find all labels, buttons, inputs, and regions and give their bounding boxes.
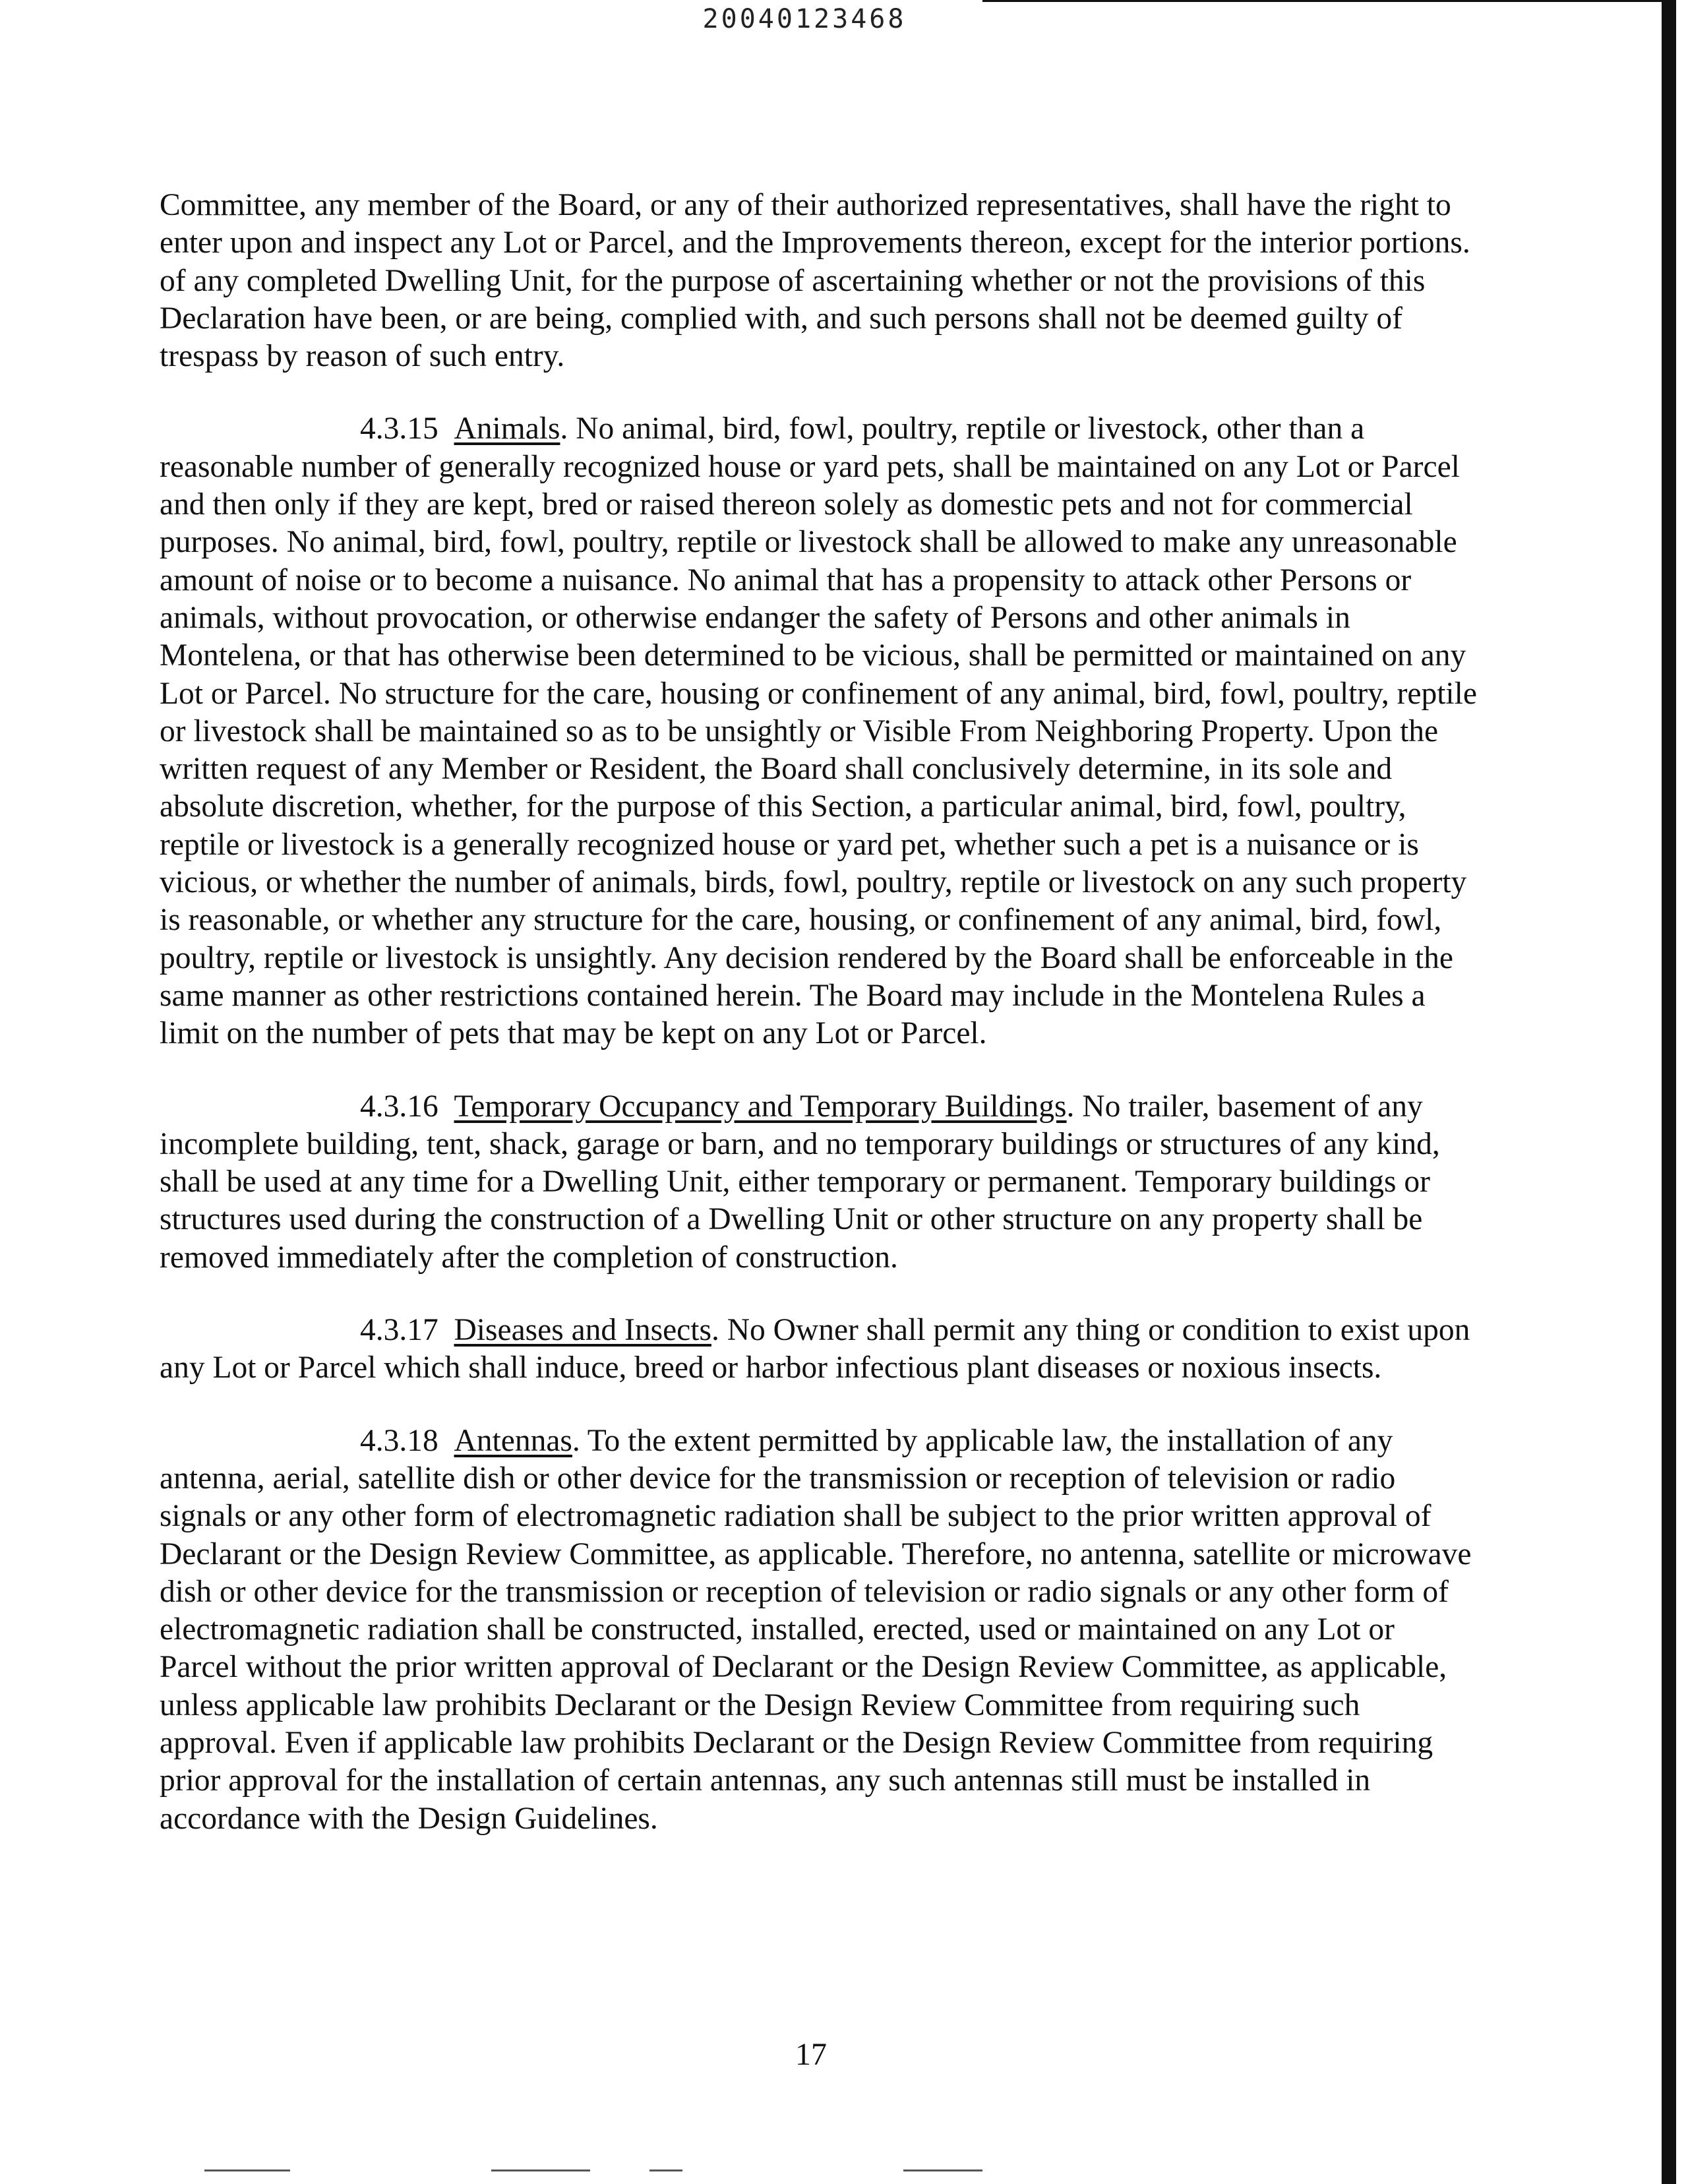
section-number: 4.3.17 <box>360 1313 438 1348</box>
section-body: . No trailer, basement of any incomplete building, tent, shack, garage or barn, and no temporary buildings or structures of any kind, shall be used at any time for a Dwelling Unit, either temporary or permanent. Temporary buildings or structures used during the construction of a Dwelling Unit or other structure on any property shall be removed immediately after the completion of construction. <box>160 1089 1440 1275</box>
intro-paragraph: Committee, any member of the Board, or any of their authorized representatives, shall have the right to enter upon and inspect any Lot or Parcel, and the Improvements thereon, except for the interior portions. of any completed Dwelling Unit, for the purpose of ascertaining whether or not the provisions of this Declaration have been, or are being, complied with, and such persons shall not be deemed guilty of trespass by reason of such entry. <box>160 188 1470 374</box>
top-scan-rule <box>982 0 1662 2</box>
scan-artifact <box>903 2169 982 2171</box>
scan-artifact <box>491 2169 590 2171</box>
section-number: 4.3.16 <box>360 1089 438 1124</box>
page-number: 17 <box>795 2037 827 2072</box>
section-4-3-16 <box>160 1088 1478 1277</box>
section-body: . No animal, bird, fowl, poultry, reptile or livestock, other than a reasonable number of generally recognized house or yard pets, shall be maintained on any Lot or Parcel and then only if they are kept, bred or raised thereon solely as domestic pets and not for commercial purposes. No animal, bird, fowl, poultry, reptile or livestock shall be allowed to make any unreasonable amount of noise or to become a nuisance. No animal that has a propensity to attack other Persons or animals, without provocation, or otherwise endanger the safety of Persons and other animals in Montelena, or that has otherwise been determined to be vicious, shall be permitted or maintained on any Lot or Parcel. No structure for the care, housing or confinement of any animal, bird, fowl, poultry, reptile or livestock shall be maintained so as to be unsightly or Visible From Neighboring Property. Upon the written request of any Member or Resident, the Board shall conclusively determine, in its sole and absolute discretion, whether, for the purpose of this Section, a particular animal, bird, fowl, poultry, reptile or livestock is a generally recognized house or yard pet, whether such a pet is a nuisance or is vicious, or whether the number of animals, birds, fowl, poultry, reptile or livestock on any such property is reasonable, or whether any structure for the care, housing, or confinement of any animal, bird, fowl, poultry, reptile or livestock is unsightly. Any decision rendered by the Board shall be enforceable in the same manner as other restrictions contained herein. The Board may include in the Montelena Rules a limit on the number of pets that may be kept on any Lot or Parcel. <box>160 411 1477 1051</box>
scan-edge-bar <box>1662 0 1676 2184</box>
section-body: . To the extent permitted by applicable law, the installation of any antenna, aerial, satellite dish or other device for the transmission or reception of television or radio signals or any other form of electromagnetic radiation shall be subject to the prior written approval of Declarant or the Design Review Committee, as applicable. Therefore, no antenna, satellite or microwave dish or other device for the transmission or reception of television or radio signals or any other form of electromagnetic radiation shall be constructed, installed, erected, used or maintained on any Lot or Parcel without the prior written approval of Declarant or the Design Review Committee, as applicable, unless applicable law prohibits Declarant or the Design Review Committee from requiring such approval. Even if applicable law prohibits Declarant or the Design Review Committee from requiring prior approval for the installation of certain antennas, any such antennas still must be installed in accordance with the Design Guidelines. <box>160 1423 1472 1836</box>
scan-artifact <box>204 2169 290 2171</box>
section-number: 4.3.18 <box>360 1423 438 1458</box>
section-number: 4.3.15 <box>360 411 438 446</box>
document-number: 20040123468 <box>702 4 907 34</box>
section-heading: Diseases and Insects <box>454 1313 711 1348</box>
section-heading: Animals <box>454 411 560 446</box>
section-4-3-18 <box>160 1422 1478 1838</box>
section-4-3-17 <box>160 1312 1478 1387</box>
section-4-3-15 <box>160 410 1478 1052</box>
section-heading: Antennas <box>454 1423 572 1458</box>
scan-artifact <box>649 2169 682 2171</box>
section-body: . No Owner shall permit any thing or condition to exist upon any Lot or Parcel which shall induce, breed or harbor infectious plant diseases or noxious insects. <box>160 1313 1470 1385</box>
document-body <box>160 187 1478 1873</box>
section-heading: Temporary Occupancy and Temporary Buildings <box>454 1089 1067 1124</box>
